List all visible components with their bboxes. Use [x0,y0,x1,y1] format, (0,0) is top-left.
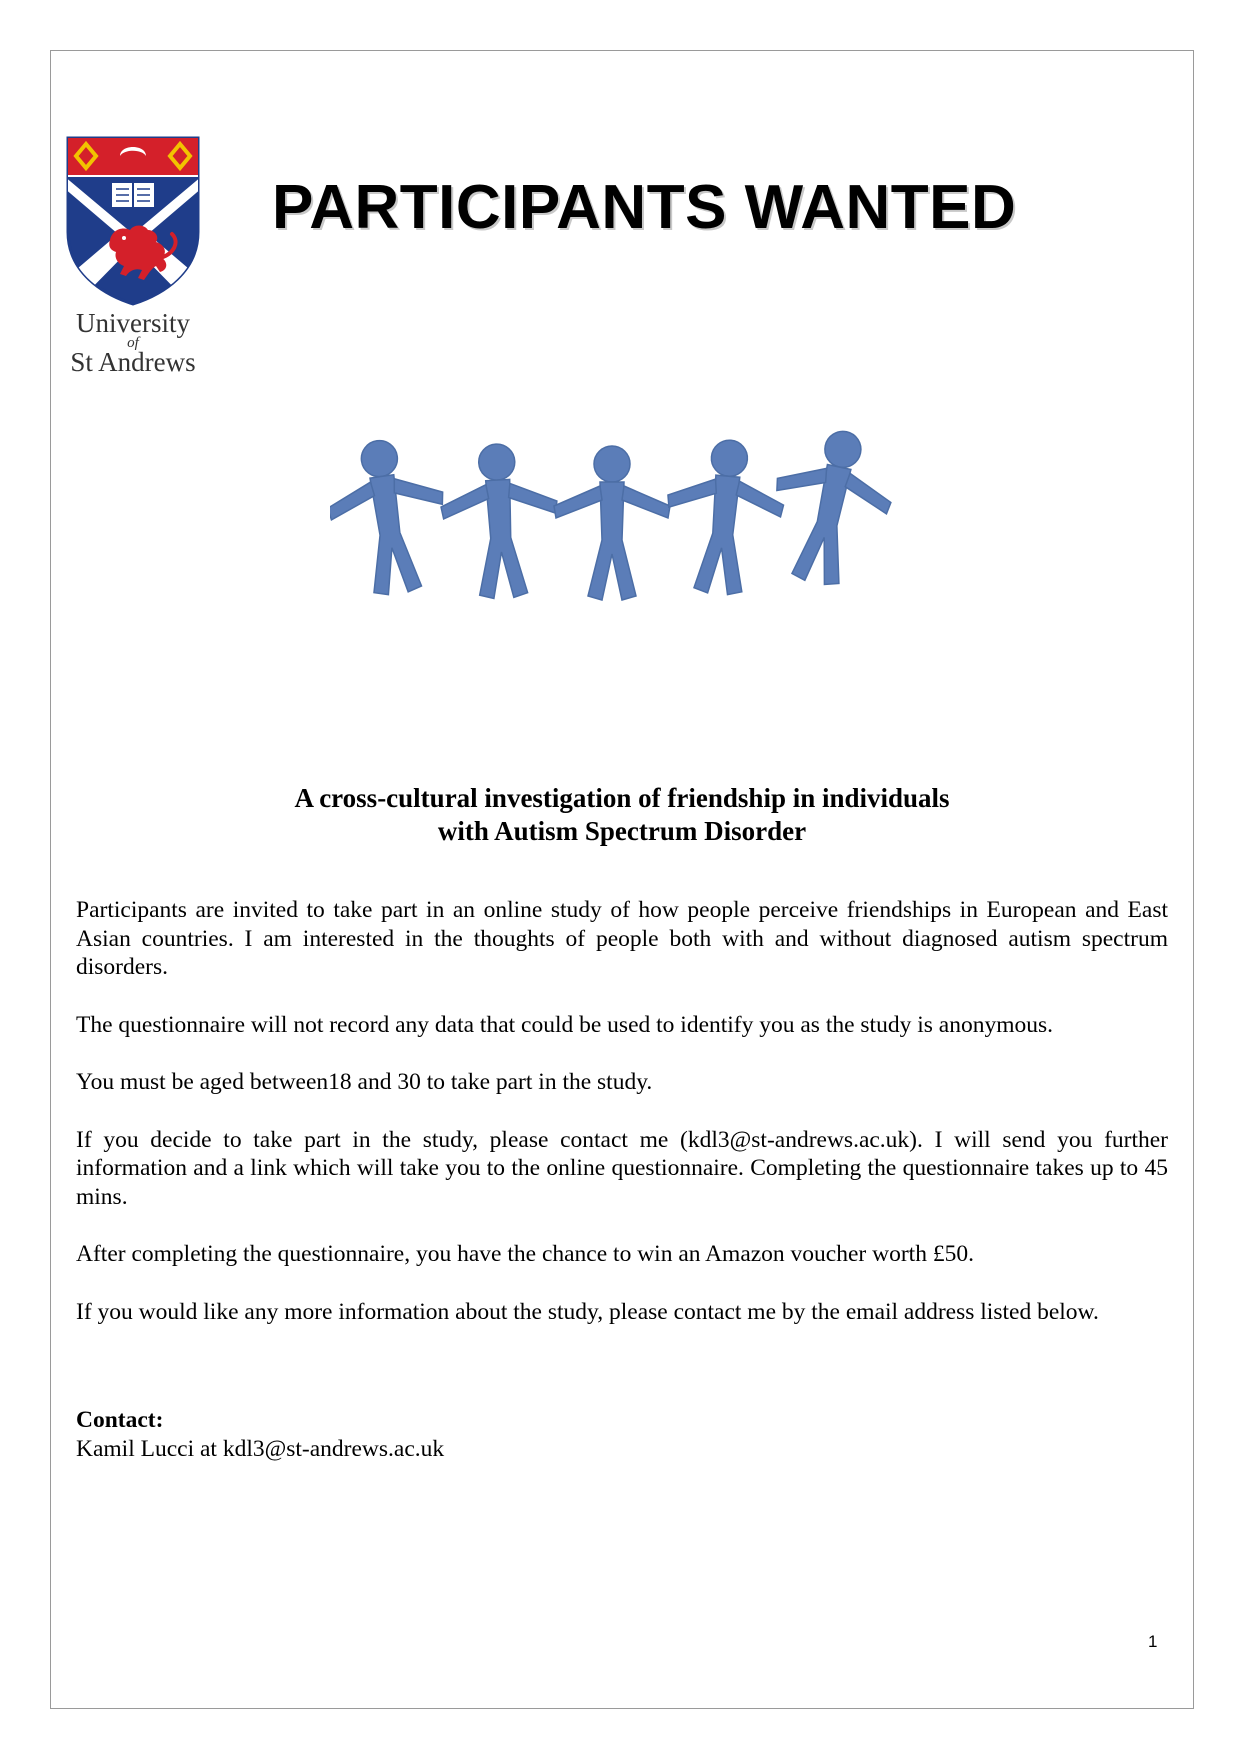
contact-label: Contact: [76,1407,164,1433]
study-title [76,782,1168,848]
person-figure-3-icon [554,446,670,600]
paragraph-voucher: After completing the questionnaire, you have the chance to win an Amazon voucher worth £50. [76,1241,974,1267]
contact-details: Kamil Lucci at kdl3@st-andrews.ac.uk [76,1435,445,1462]
page-number: 1 [1148,1632,1158,1651]
shield-crest-icon [64,134,202,306]
person-figure-1-icon [330,433,456,602]
body-text [76,896,1168,1355]
logo-text-of: of [127,335,139,351]
university-logo [58,134,208,376]
paragraph-more-info: If you would like any more information about the study, please contact me by the email address listed below. [76,1298,1099,1325]
paragraph-intro: Participants are invited to take part in an online study of how people perceive friendships in European and East Asian countries. I am interested in the thoughts of people both with and without diagnosed autism spectrum disorders. [76,897,1168,980]
person-figure-4-icon [660,435,789,599]
page-title: PARTICIPANTS WANTED [272,173,1017,242]
logo-text-university: University [76,308,190,338]
contact-block [76,1406,444,1463]
study-title-line-2: with Autism Spectrum Disorder [437,816,807,846]
university-wordmark [58,310,208,376]
paragraph-age: You must be aged between18 and 30 to take part in the study. [76,1069,653,1095]
person-figure-2-icon [438,441,562,601]
paragraph-participation: If you decide to take part in the study, please contact me (kdl3@st-andrews.ac.uk). I will send you further information and a link which will take you to the online questionnaire. Completing the questionnaire takes up to 45 mins. [76,1126,1168,1210]
logo-text-st-andrews: St Andrews [70,347,196,377]
paragraph-anonymity: The questionnaire will not record any data that could be used to identify you as the study is anonymous. [76,1011,1053,1038]
study-title-line-1: A cross-cultural investigation of friendship in individuals [294,783,950,813]
paper-chain-people-image [330,420,910,610]
